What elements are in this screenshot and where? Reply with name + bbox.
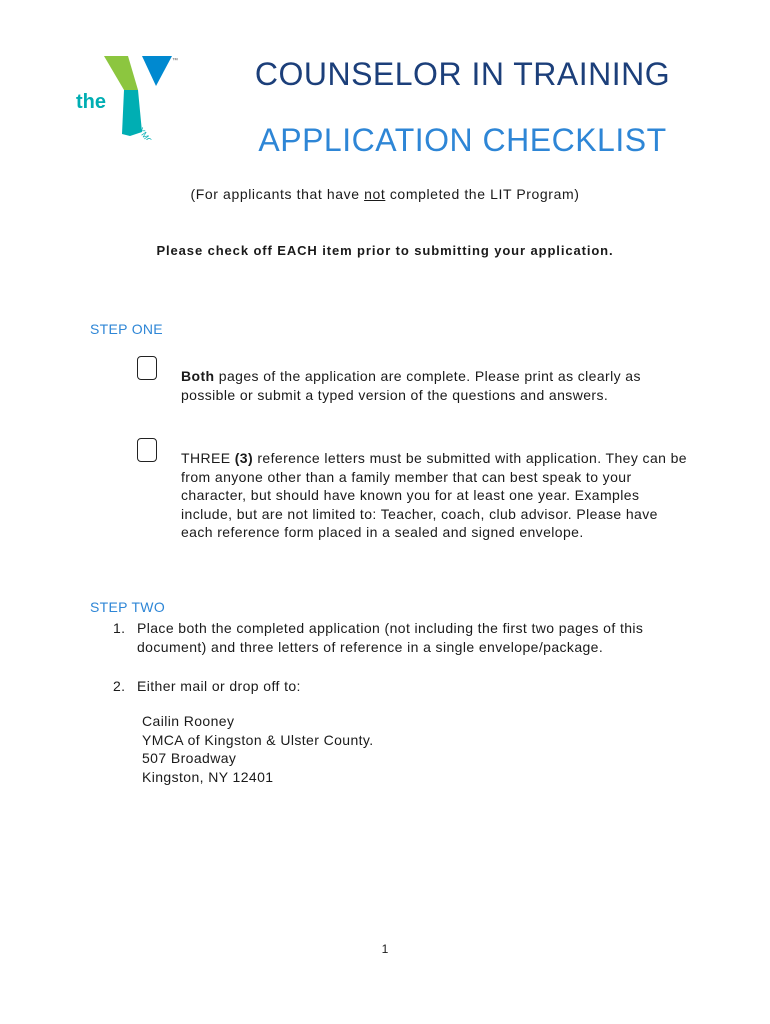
svg-text:™: ™ [172,58,178,64]
step-two-item-2 [113,677,703,696]
checklist-item-references-before: THREE [181,450,235,466]
list-text: Either mail or drop off to: [137,678,301,694]
checklist-item-application-text: pages of the application are complete. Please print as clearly as possible or submit a typed version of the questions and answers. [181,368,641,403]
address-line-name: Cailin Rooney [142,713,235,729]
svg-text:the: the [76,91,106,113]
checklist-item-references [181,449,691,542]
list-text: Place both the completed application (not including the first two pages of this document) and three letters of reference in a single envelope/package. [137,620,644,655]
step-two-heading: STEP TWO [90,599,166,615]
checklist-item-references-bold: (3) [234,450,254,466]
list-number: 2. [113,678,126,694]
checkbox-application-complete[interactable] [137,356,157,380]
applicant-note-before: (For applicants that have [190,186,365,202]
instruction-text: Please check off EACH item prior to submitting your application. [156,243,614,258]
page-number: 1 [381,942,389,956]
address-line-organization: YMCA of Kingston & Ulster County. [142,731,374,748]
mailing-address [142,712,374,786]
svg-text:YMCA: YMCA [136,125,157,140]
page-title: COUNSELOR IN TRAINING [254,56,671,92]
applicant-note [0,186,770,202]
checklist-item-application [181,367,691,404]
applicant-note-underlined: not [364,186,386,202]
checkbox-reference-letters[interactable] [137,438,157,462]
page-subtitle-heading: APPLICATION CHECKLIST [258,122,667,158]
checklist-item-references-text: reference letters must be submitted with application. They can be from anyone other than a family member that can best speak to your character, but should have known you for at least one year. Examples include, but are not limited to: Teacher, coach, club advisor. Please have each reference form placed in a sealed and signed envelope. [181,450,687,540]
applicant-note-after: completed the LIT Program) [385,186,580,202]
list-number: 1. [113,620,126,636]
step-two-item-1 [113,619,703,656]
step-one-heading: STEP ONE [90,321,163,337]
address-line-street: 507 Broadway [142,750,237,766]
checklist-item-application-bold: Both [181,368,215,384]
address-line-city: Kingston, NY 12401 [142,768,274,785]
